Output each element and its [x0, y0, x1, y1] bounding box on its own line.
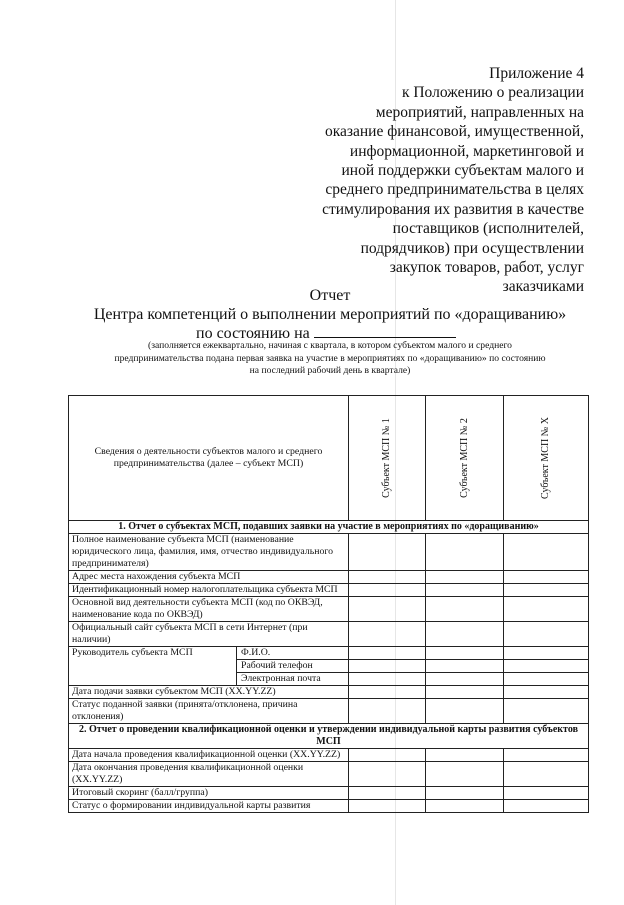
data-cell[interactable]: [349, 584, 426, 597]
note-line: на последний рабочий день в квартале): [249, 365, 411, 377]
appendix-line: мероприятий, направленных на: [375, 103, 584, 121]
appendix-line: к Положению о реализации: [401, 84, 584, 102]
appendix-line: поставщиков (исполнителей,: [392, 220, 584, 238]
data-cell[interactable]: [504, 686, 589, 699]
appendix-line: закупок товаров, работ, услуг: [389, 259, 584, 277]
data-cell[interactable]: [426, 800, 504, 813]
data-cell[interactable]: [426, 749, 504, 762]
data-cell[interactable]: [426, 622, 504, 647]
data-cell[interactable]: [349, 787, 426, 800]
appendix-line: среднего предпринимательства в целях: [325, 181, 584, 199]
data-cell[interactable]: [426, 762, 504, 787]
section-2-title: 2. Отчет о проведении квалификационной оценки и утверждении индивидуальной карты развития субъектов МСП: [69, 724, 589, 749]
data-cell[interactable]: [504, 749, 589, 762]
row-label: Итоговый скоринг (балл/группа): [69, 787, 349, 800]
table-row: [69, 749, 589, 762]
section-row: [69, 521, 589, 534]
note-line: предпринимательства подана первая заявка на участие в мероприятиях по «доращиванию» по состоянию: [114, 352, 546, 364]
table-row: [69, 597, 589, 622]
table-row: [69, 686, 589, 699]
row-label-head: Руководитель субъекта МСП: [69, 647, 237, 686]
data-cell[interactable]: [504, 699, 589, 724]
data-cell[interactable]: [349, 622, 426, 647]
data-cell[interactable]: [426, 699, 504, 724]
table-row: [69, 699, 589, 724]
data-cell[interactable]: [504, 571, 589, 584]
note-line: (заполняется ежеквартально, начиная с квартала, в котором субъектом малого и среднего: [148, 340, 512, 351]
data-cell[interactable]: [349, 699, 426, 724]
section-1-title: 1. Отчет о субъектах МСП, подавших заявки на участие в мероприятиях по «доращиванию»: [69, 521, 589, 534]
appendix-line: оказание финансовой, имущественной,: [324, 123, 584, 141]
data-cell[interactable]: [426, 673, 504, 686]
appendix-line: иной поддержки субъектам малого и: [341, 162, 584, 180]
title-line-1: Отчет: [309, 287, 351, 304]
row-label: Дата начала проведения квалификационной оценки (XX.YY.ZZ): [69, 749, 349, 762]
row-label: Адрес места нахождения субъекта МСП: [69, 571, 349, 584]
appendix-line: подрядчиков) при осуществлении: [360, 239, 584, 257]
sub-row-label: Электронная почта: [237, 673, 349, 686]
data-cell[interactable]: [426, 584, 504, 597]
data-cell[interactable]: [426, 647, 504, 660]
data-cell[interactable]: [426, 660, 504, 673]
date-blank-field[interactable]: [314, 324, 456, 338]
table-row: [69, 571, 589, 584]
row-label: Полное наименование субъекта МСП (наименование юридического лица, фамилия, имя, отчество индивидуального предпринимателя): [69, 534, 349, 571]
header-description-cell: Сведения о деятельности субъектов малого и среднего предпринимательства (далее – субъект МСП): [69, 396, 349, 521]
table-row: [69, 800, 589, 813]
data-cell[interactable]: [349, 762, 426, 787]
row-label: Идентификационный номер налогоплательщика субъекта МСП: [69, 584, 349, 597]
data-cell[interactable]: [349, 647, 426, 660]
data-cell[interactable]: [426, 787, 504, 800]
row-label: Официальный сайт субъекта МСП в сети Интернет (при наличии): [69, 622, 349, 647]
section-row: [69, 724, 589, 749]
fill-instructions: [60, 340, 600, 378]
column-header-x: Субъект МСП № X: [504, 396, 589, 521]
data-cell[interactable]: [349, 534, 426, 571]
data-cell[interactable]: [426, 534, 504, 571]
data-cell[interactable]: [349, 660, 426, 673]
table-row: [69, 787, 589, 800]
appendix-header: [284, 64, 584, 297]
data-cell[interactable]: [426, 597, 504, 622]
table-row: [69, 647, 589, 660]
data-cell[interactable]: [349, 686, 426, 699]
column-header-1: Субъект МСП № 1: [349, 396, 426, 521]
sub-row-label: Рабочий телефон: [237, 660, 349, 673]
data-cell[interactable]: [426, 686, 504, 699]
row-label: Дата окончания проведения квалификационной оценки (XX.YY.ZZ): [69, 762, 349, 787]
appendix-line: заказчиками: [502, 278, 584, 296]
table-header-row: [69, 396, 589, 521]
row-label: Основной вид деятельности субъекта МСП (код по ОКВЭД, наименование кода по ОКВЭД): [69, 597, 349, 622]
row-label: Статус о формировании индивидуальной карты развития: [69, 800, 349, 813]
data-cell[interactable]: [349, 749, 426, 762]
data-cell[interactable]: [349, 673, 426, 686]
data-cell[interactable]: [504, 762, 589, 787]
column-header-2: Субъект МСП № 2: [426, 396, 504, 521]
data-cell[interactable]: [349, 800, 426, 813]
report-title: [0, 286, 624, 343]
row-label: Статус поданной заявки (принята/отклонена, причина отклонения): [69, 699, 349, 724]
data-cell[interactable]: [504, 787, 589, 800]
data-cell[interactable]: [504, 597, 589, 622]
table-row: [69, 534, 589, 571]
data-cell[interactable]: [504, 584, 589, 597]
sub-row-label: Ф.И.О.: [237, 647, 349, 660]
title-line-2: Центра компетенций о выполнении мероприятий по «доращиванию»: [93, 306, 567, 323]
table-row: [69, 762, 589, 787]
data-cell[interactable]: [504, 647, 589, 660]
data-cell[interactable]: [349, 597, 426, 622]
appendix-line: стимулирования их развития в качестве: [322, 200, 584, 218]
data-cell[interactable]: [504, 800, 589, 813]
appendix-line: Приложение 4: [489, 65, 584, 82]
table-row: [69, 622, 589, 647]
table-row: [69, 584, 589, 597]
appendix-line: информационной, маркетинговой и: [349, 142, 584, 160]
data-cell[interactable]: [504, 673, 589, 686]
row-label: Дата подачи заявки субъектом МСП (XX.YY.ZZ): [69, 686, 349, 699]
data-cell[interactable]: [504, 534, 589, 571]
data-cell[interactable]: [504, 660, 589, 673]
data-cell[interactable]: [349, 571, 426, 584]
data-cell[interactable]: [504, 622, 589, 647]
data-cell[interactable]: [426, 571, 504, 584]
report-table: [68, 395, 589, 813]
as-of-label: по состоянию на: [196, 325, 310, 342]
